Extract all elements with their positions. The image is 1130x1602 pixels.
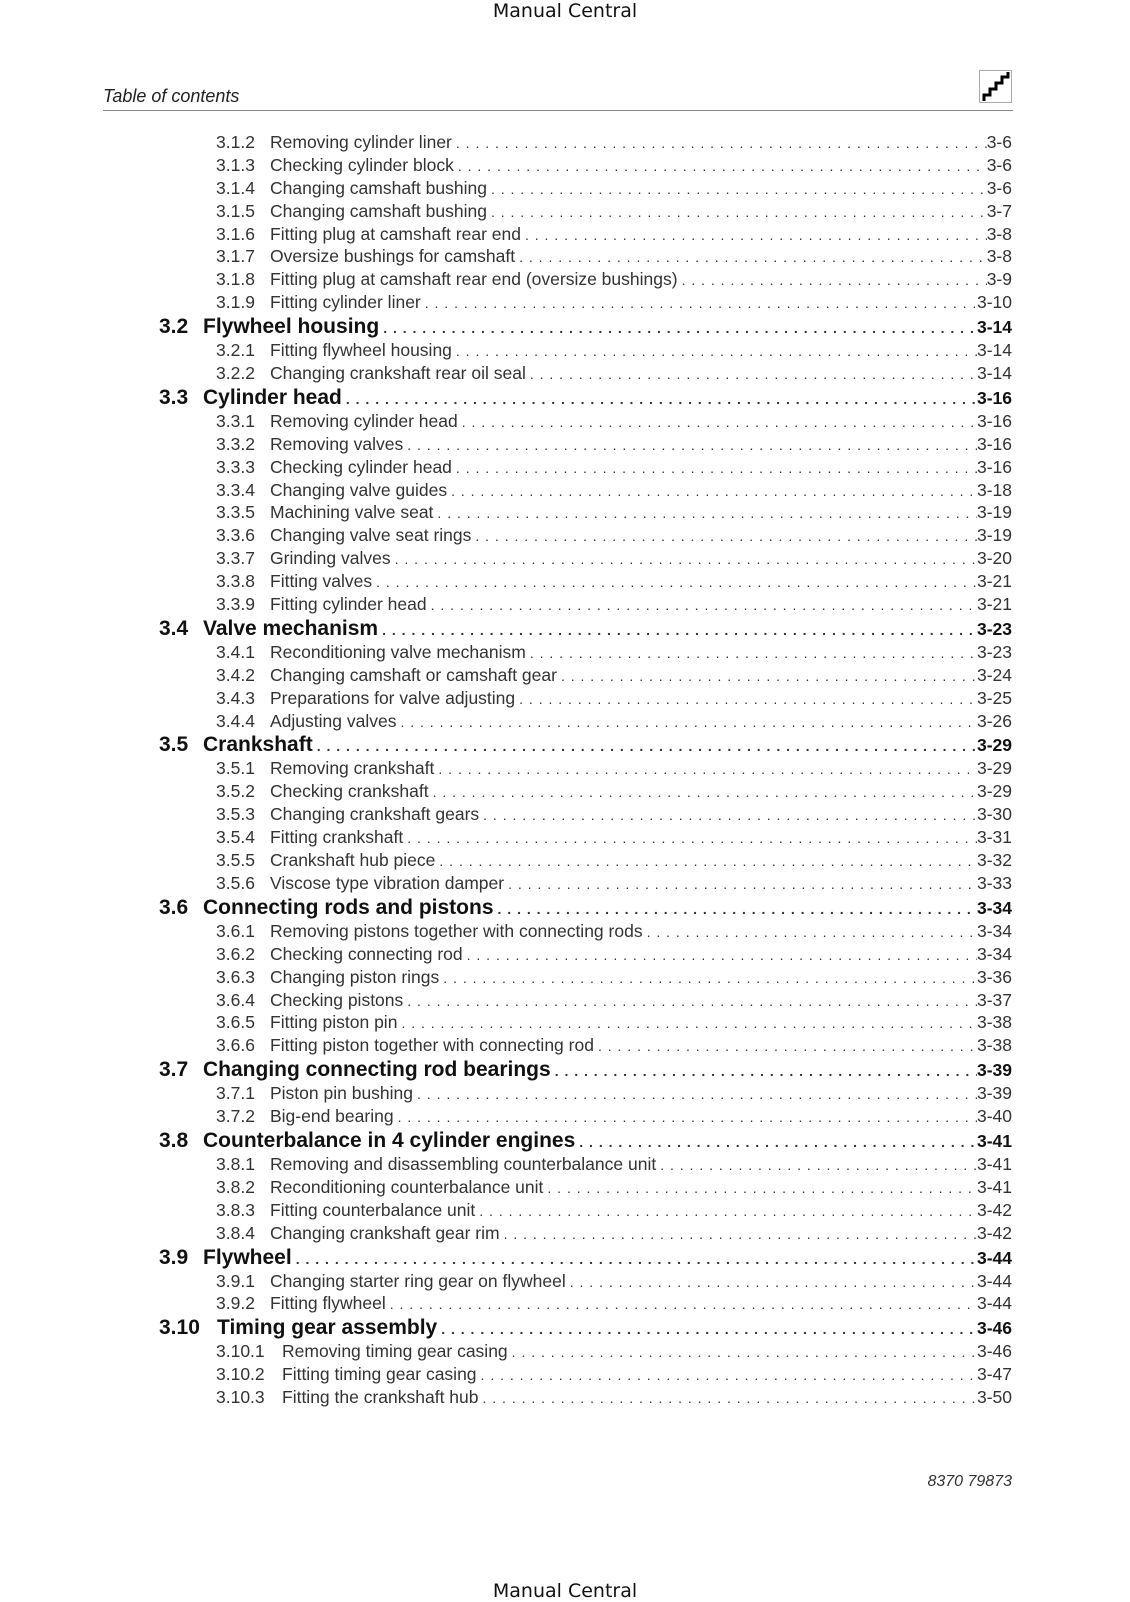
toc-entry-number: 3.2.1 [216, 340, 255, 361]
toc-subsection-entry[interactable] [0, 571, 1012, 594]
toc-entry-title: Changing camshaft or camshaft gear [270, 664, 557, 685]
toc-entry-number: 3.4.4 [216, 710, 255, 731]
toc-dot-leader [452, 135, 987, 151]
toc-dot-leader [479, 1390, 977, 1406]
toc-entry-number: 3.3.2 [216, 433, 255, 454]
toc-entry-page: 3-21 [976, 594, 1012, 615]
toc-dot-leader [378, 622, 977, 638]
toc-entry-title: Reconditioning valve mechanism [270, 641, 526, 662]
toc-section-entry[interactable] [0, 386, 1012, 411]
toc-entry-number: 3.9.2 [216, 1293, 255, 1314]
toc-entry-number: 3.1.3 [216, 154, 255, 175]
toc-entry-page: 3-47 [976, 1364, 1012, 1385]
toc-subsection-entry[interactable] [0, 132, 1012, 155]
toc-entry-number: 3.6.6 [216, 1035, 255, 1056]
toc-dot-leader [508, 1344, 977, 1360]
toc-entry-page: 3-18 [976, 479, 1012, 500]
toc-dot-leader [342, 391, 977, 407]
toc-entry-title: Removing valves [270, 433, 404, 454]
toc-entry-title: Oversize bushings for camshaft [270, 246, 516, 267]
watermark-top: Manual Central [492, 0, 638, 22]
toc-entry-title: Crankshaft [203, 733, 313, 757]
toc-entry-page: 3-23 [976, 641, 1012, 662]
toc-entry-page: 3-16 [976, 456, 1012, 477]
toc-subsection-entry[interactable] [0, 921, 1012, 944]
toc-dot-leader [575, 1134, 977, 1150]
toc-entry-page: 3-38 [976, 1012, 1012, 1033]
toc-entry-title: Checking cylinder head [270, 456, 452, 477]
toc-subsection-entry[interactable] [0, 155, 1012, 178]
toc-subsection-entry[interactable] [0, 850, 1012, 873]
toc-entry-title: Checking crankshaft [270, 781, 429, 802]
toc-entry-page: 3-39 [976, 1083, 1012, 1104]
toc-subsection-entry[interactable] [0, 548, 1012, 571]
toc-subsection-entry[interactable] [0, 642, 1012, 665]
toc-section-entry[interactable] [0, 1058, 1012, 1083]
toc-entry-title: Fitting cylinder liner [270, 292, 421, 313]
toc-entry-number: 3.1.5 [216, 200, 255, 221]
toc-dot-leader [403, 437, 977, 453]
toc-subsection-entry[interactable] [0, 434, 1012, 457]
toc-entry-title: Removing pistons together with connecting rods [270, 920, 643, 941]
toc-entry-number: 3.5.6 [216, 872, 255, 893]
toc-subsection-entry[interactable] [0, 1341, 1012, 1364]
toc-entry-number: 3.1.2 [216, 132, 255, 152]
toc-dot-leader [526, 366, 977, 382]
toc-subsection-entry[interactable] [0, 1223, 1012, 1246]
toc-entry-number: 3.10.1 [216, 1341, 265, 1362]
toc-dot-leader [403, 830, 977, 846]
toc-entry-page: 3-42 [976, 1199, 1012, 1220]
toc-dot-leader [434, 761, 977, 777]
toc-entry-number: 3.7.2 [216, 1106, 255, 1127]
toc-dot-leader [643, 924, 977, 940]
toc-dot-leader [437, 1321, 977, 1337]
toc-entry-page: 3-9 [986, 269, 1012, 290]
toc-entry-number: 3.10 [159, 1316, 200, 1340]
toc-entry-title: Fitting the crankshaft hub [282, 1387, 479, 1408]
toc-entry-page: 3-20 [976, 548, 1012, 569]
toc-entry-page: 3-16 [976, 387, 1012, 408]
toc-entry-title: Connecting rods and pistons [203, 895, 494, 919]
toc-subsection-entry[interactable] [0, 944, 1012, 967]
toc-dot-leader [396, 714, 977, 730]
toc-dot-leader [452, 343, 977, 359]
toc-subsection-entry[interactable] [0, 457, 1012, 480]
toc-section-entry[interactable] [0, 896, 1012, 921]
toc-subsection-entry[interactable] [0, 1083, 1012, 1106]
toc-subsection-entry[interactable] [0, 804, 1012, 827]
toc-entry-title: Fitting valves [270, 571, 373, 592]
toc-entry-title: Big-end bearing [270, 1106, 394, 1127]
toc-entry-title: Fitting plug at camshaft rear end (oversize bushings) [270, 269, 678, 290]
toc-dot-leader [397, 1015, 977, 1031]
toc-entry-number: 3.1.4 [216, 177, 255, 198]
toc-entry-number: 3.2.2 [216, 363, 255, 384]
toc-dot-leader [594, 1038, 977, 1054]
toc-entry-number: 3.3.9 [216, 594, 255, 615]
toc-entry-page: 3-41 [976, 1176, 1012, 1197]
toc-subsection-entry[interactable] [0, 224, 1012, 247]
toc-entry-title: Machining valve seat [270, 502, 434, 523]
toc-subsection-entry[interactable] [0, 340, 1012, 363]
toc-entry-title: Valve mechanism [203, 616, 379, 640]
toc-entry-page: 3-38 [976, 1035, 1012, 1056]
toc-entry-title: Removing timing gear casing [282, 1341, 508, 1362]
toc-dot-leader [515, 691, 977, 707]
toc-dot-leader [313, 738, 977, 754]
toc-dot-leader [421, 295, 977, 311]
toc-dot-leader [427, 597, 977, 613]
toc-entry-title: Changing starter ring gear on flywheel [270, 1270, 566, 1291]
toc-subsection-entry[interactable] [0, 594, 1012, 617]
toc-dot-leader [551, 1063, 977, 1079]
toc-dot-leader [386, 1296, 977, 1312]
toc-dot-leader [475, 1203, 977, 1219]
toc-entry-title: Changing crankshaft gear rim [270, 1222, 500, 1243]
toc-subsection-entry[interactable] [0, 411, 1012, 434]
toc-entry-number: 3.5.4 [216, 827, 255, 848]
toc-entry-page: 3-24 [976, 664, 1012, 685]
toc-entry-title: Flywheel [203, 1245, 292, 1269]
toc-entry-title: Preparations for valve adjusting [270, 687, 516, 708]
toc-entry-number: 3.6.5 [216, 1012, 255, 1033]
toc-entry-title: Piston pin bushing [270, 1083, 414, 1104]
toc-subsection-entry[interactable] [0, 363, 1012, 386]
toc-subsection-entry[interactable] [0, 1271, 1012, 1294]
toc-subsection-entry[interactable] [0, 480, 1012, 503]
toc-dot-leader [463, 947, 977, 963]
toc-subsection-entry[interactable] [0, 873, 1012, 896]
toc-entry-page: 3-41 [976, 1153, 1012, 1174]
toc-entry-number: 3.6.4 [216, 989, 255, 1010]
document-code: 8370 79873 [927, 1473, 1012, 1490]
toc-entry-title: Fitting plug at camshaft rear end [270, 223, 521, 244]
toc-entry-page: 3-29 [976, 758, 1012, 779]
toc-dot-leader [413, 1086, 977, 1102]
toc-dot-leader [433, 505, 977, 521]
toc-entry-page: 3-6 [986, 132, 1012, 152]
toc-entry-page: 3-19 [976, 502, 1012, 523]
toc-subsection-entry[interactable] [0, 525, 1012, 548]
toc-dot-leader [557, 668, 977, 684]
toc-dot-leader [458, 414, 977, 430]
toc-entry-number: 3.3.4 [216, 479, 255, 500]
toc-entry-title: Fitting crankshaft [270, 827, 404, 848]
toc-entry-page: 3-37 [976, 989, 1012, 1010]
toc-section-entry[interactable] [0, 617, 1012, 642]
toc-entry-page: 3-34 [976, 920, 1012, 941]
toc-entry-number: 3.3 [159, 385, 189, 409]
toc-entry-page: 3-36 [976, 966, 1012, 987]
toc-entry-title: Crankshaft hub piece [270, 850, 436, 871]
toc-entry-page: 3-25 [976, 687, 1012, 708]
toc-entry-title: Changing valve guides [270, 479, 448, 500]
toc-entry-number: 3.4.1 [216, 641, 255, 662]
toc-subsection-entry[interactable] [0, 1364, 1012, 1387]
toc-entry-title: Removing and disassembling counterbalance unit [270, 1153, 657, 1174]
toc-entry-page: 3-23 [976, 618, 1012, 639]
toc-entry-page: 3-50 [976, 1387, 1012, 1408]
toc-entry-page: 3-46 [976, 1341, 1012, 1362]
toc-entry-page: 3-14 [976, 340, 1012, 361]
toc-subsection-entry[interactable] [0, 1177, 1012, 1200]
toc-entry-title: Changing connecting rod bearings [203, 1058, 551, 1082]
toc-entry-page: 3-33 [976, 872, 1012, 893]
toc-subsection-entry[interactable] [0, 292, 1012, 315]
watermark-bottom: Manual Central [492, 1580, 638, 1602]
toc-entry-title: Reconditioning counterbalance unit [270, 1176, 544, 1197]
stair-icon [979, 70, 1012, 103]
toc-entry-page: 3-8 [986, 223, 1012, 244]
toc-dot-leader [471, 528, 977, 544]
toc-entry-title: Flywheel housing [203, 315, 380, 339]
toc-entry-number: 3.9.1 [216, 1270, 255, 1291]
toc-entry-page: 3-44 [976, 1293, 1012, 1314]
toc-dot-leader [566, 1274, 977, 1290]
toc-entry-title: Fitting counterbalance unit [270, 1199, 476, 1220]
toc-subsection-entry[interactable] [0, 711, 1012, 734]
toc-entry-page: 3-7 [986, 200, 1012, 221]
toc-subsection-entry[interactable] [0, 1387, 1012, 1410]
toc-entry-number: 3.6 [159, 895, 189, 919]
toc-entry-title: Fitting flywheel housing [270, 340, 452, 361]
toc-entry-number: 3.1.6 [216, 223, 255, 244]
toc-entry-page: 3-21 [976, 571, 1012, 592]
toc-dot-leader [391, 551, 977, 567]
toc-subsection-entry[interactable] [0, 781, 1012, 804]
toc-entry-page: 3-14 [976, 317, 1012, 338]
toc-dot-leader [447, 483, 977, 499]
toc-entry-number: 3.5.1 [216, 758, 255, 779]
toc-dot-leader [403, 993, 977, 1009]
toc-subsection-entry[interactable] [0, 269, 1012, 292]
toc-entry-title: Checking connecting rod [270, 943, 463, 964]
toc-dot-leader [487, 181, 987, 197]
toc-entry-page: 3-44 [976, 1270, 1012, 1291]
toc-entry-page: 3-6 [986, 177, 1012, 198]
toc-entry-title: Checking cylinder block [270, 154, 454, 175]
toc-subsection-entry[interactable] [0, 967, 1012, 990]
toc-entry-page: 3-44 [976, 1247, 1012, 1268]
toc-entry-page: 3-42 [976, 1222, 1012, 1243]
toc-entry-title: Checking pistons [270, 989, 404, 1010]
toc-dot-leader [394, 1109, 977, 1125]
toc-subsection-entry[interactable] [0, 1035, 1012, 1058]
toc-subsection-entry[interactable] [0, 246, 1012, 269]
toc-subsection-entry[interactable] [0, 990, 1012, 1013]
toc-entry-number: 3.5.2 [216, 781, 255, 802]
toc-entry-title: Changing valve seat rings [270, 525, 472, 546]
toc-entry-number: 3.8 [159, 1128, 189, 1152]
toc-entry-number: 3.2 [159, 315, 189, 339]
toc-subsection-entry[interactable] [0, 688, 1012, 711]
toc-entry-page: 3-16 [976, 433, 1012, 454]
header-divider [103, 110, 1013, 111]
toc-entry-number: 3.3.1 [216, 410, 255, 431]
toc-section-entry[interactable] [0, 315, 1012, 340]
toc-dot-leader [487, 204, 987, 220]
toc-entry-number: 3.3.5 [216, 502, 255, 523]
toc-entry-number: 3.10.2 [216, 1364, 265, 1385]
toc-entry-title: Timing gear assembly [217, 1316, 438, 1340]
toc-entry-title: Fitting timing gear casing [282, 1364, 477, 1385]
toc-dot-leader [479, 807, 977, 823]
toc-entry-number: 3.1.8 [216, 269, 255, 290]
toc-subsection-entry[interactable] [0, 665, 1012, 688]
toc-subsection-entry[interactable] [0, 201, 1012, 224]
toc-entry-page: 3-29 [976, 781, 1012, 802]
toc-entry-number: 3.6.1 [216, 920, 255, 941]
toc-subsection-entry[interactable] [0, 758, 1012, 781]
toc-entry-number: 3.8.4 [216, 1222, 255, 1243]
toc-entry-number: 3.1.7 [216, 246, 255, 267]
toc-entry-page: 3-34 [976, 897, 1012, 918]
toc-entry-number: 3.8.3 [216, 1199, 255, 1220]
toc-dot-leader [477, 1367, 977, 1383]
toc-entry-number: 3.6.2 [216, 943, 255, 964]
toc-dot-leader [454, 158, 987, 174]
toc-dot-leader [494, 901, 977, 917]
toc-dot-leader [292, 1251, 977, 1267]
toc-entry-title: Changing camshaft bushing [270, 200, 487, 221]
toc-entry-number: 3.5.5 [216, 850, 255, 871]
toc-subsection-entry[interactable] [0, 827, 1012, 850]
toc-entry-page: 3-6 [986, 154, 1012, 175]
toc-entry-title: Adjusting valves [270, 710, 397, 731]
toc-section-entry[interactable] [0, 1246, 1012, 1271]
toc-entry-page: 3-41 [976, 1130, 1012, 1151]
toc-entry-title: Removing crankshaft [270, 758, 435, 779]
toc-subsection-entry[interactable] [0, 178, 1012, 201]
toc-subsection-entry[interactable] [0, 502, 1012, 525]
toc-entry-number: 3.7 [159, 1058, 189, 1082]
toc-entry-number: 3.3.8 [216, 571, 255, 592]
toc-entry-title: Counterbalance in 4 cylinder engines [203, 1128, 576, 1152]
toc-dot-leader [372, 574, 977, 590]
toc-entry-number: 3.5.3 [216, 804, 255, 825]
toc-dot-leader [429, 784, 977, 800]
toc-entry-number: 3.5 [159, 733, 189, 757]
toc-dot-leader [521, 227, 987, 243]
toc-entry-title: Changing crankshaft rear oil seal [270, 363, 526, 384]
toc-entry-title: Removing cylinder liner [270, 132, 452, 152]
toc-entry-title: Fitting piston pin [270, 1012, 398, 1033]
toc-entry-number: 3.4.2 [216, 664, 255, 685]
toc-dot-leader [656, 1157, 977, 1173]
toc-entry-number: 3.3.3 [216, 456, 255, 477]
toc-entry-title: Changing piston rings [270, 966, 440, 987]
toc-entry-number: 3.3.7 [216, 548, 255, 569]
toc-entry-page: 3-30 [976, 804, 1012, 825]
toc-entry-number: 3.7.1 [216, 1083, 255, 1104]
toc-entry-number: 3.10.3 [216, 1387, 265, 1408]
toc-dot-leader [379, 320, 977, 336]
toc-entry-number: 3.8.1 [216, 1153, 255, 1174]
toc-entry-title: Cylinder head [203, 385, 342, 409]
toc-entry-number: 3.4.3 [216, 687, 255, 708]
toc-entry-page: 3-46 [976, 1318, 1012, 1339]
toc-entry-page: 3-26 [976, 710, 1012, 731]
toc-entry-page: 3-16 [976, 410, 1012, 431]
toc-entry-title: Grinding valves [270, 548, 391, 569]
toc-entry-page: 3-32 [976, 850, 1012, 871]
toc-dot-leader [500, 1226, 977, 1242]
toc-subsection-entry[interactable] [0, 1012, 1012, 1035]
toc-entry-number: 3.8.2 [216, 1176, 255, 1197]
toc-entry-number: 3.6.3 [216, 966, 255, 987]
toc-entry-page: 3-34 [976, 943, 1012, 964]
toc-section-entry[interactable] [0, 1316, 1012, 1341]
toc-entry-title: Removing cylinder head [270, 410, 458, 431]
toc-entry-page: 3-19 [976, 525, 1012, 546]
toc-entry-number: 3.9 [159, 1245, 189, 1269]
toc-entry-title: Viscose type vibration damper [270, 872, 505, 893]
toc-dot-leader [526, 645, 977, 661]
toc-entry-title: Changing camshaft bushing [270, 177, 487, 198]
toc-subsection-entry[interactable] [0, 1200, 1012, 1223]
toc-dot-leader [515, 249, 987, 265]
toc-entry-title: Changing crankshaft gears [270, 804, 480, 825]
toc-entry-page: 3-39 [976, 1060, 1012, 1081]
toc-entry-number: 3.1.9 [216, 292, 255, 313]
toc-dot-leader [439, 970, 977, 986]
toc-section-entry[interactable] [0, 733, 1012, 758]
toc-entry-title: Fitting piston together with connecting rod [270, 1035, 594, 1056]
toc-entry-number: 3.4 [159, 616, 189, 640]
toc-dot-leader [452, 460, 977, 476]
toc-subsection-entry[interactable] [0, 1154, 1012, 1177]
toc-dot-leader [435, 853, 977, 869]
toc-entry-page: 3-31 [976, 827, 1012, 848]
toc-subsection-entry[interactable] [0, 1293, 1012, 1316]
table-of-contents [0, 132, 1130, 1410]
toc-entry-title: Fitting cylinder head [270, 594, 427, 615]
toc-entry-page: 3-8 [986, 246, 1012, 267]
toc-entry-title: Fitting flywheel [270, 1293, 386, 1314]
toc-section-entry[interactable] [0, 1129, 1012, 1154]
toc-dot-leader [504, 876, 977, 892]
toc-entry-page: 3-40 [976, 1106, 1012, 1127]
toc-entry-page: 3-14 [976, 363, 1012, 384]
toc-subsection-entry[interactable] [0, 1106, 1012, 1129]
page-header-title: Table of contents [103, 86, 240, 106]
toc-entry-page: 3-29 [976, 735, 1012, 756]
toc-dot-leader [543, 1180, 977, 1196]
toc-dot-leader [678, 272, 987, 288]
toc-entry-number: 3.3.6 [216, 525, 255, 546]
toc-entry-page: 3-10 [976, 292, 1012, 313]
